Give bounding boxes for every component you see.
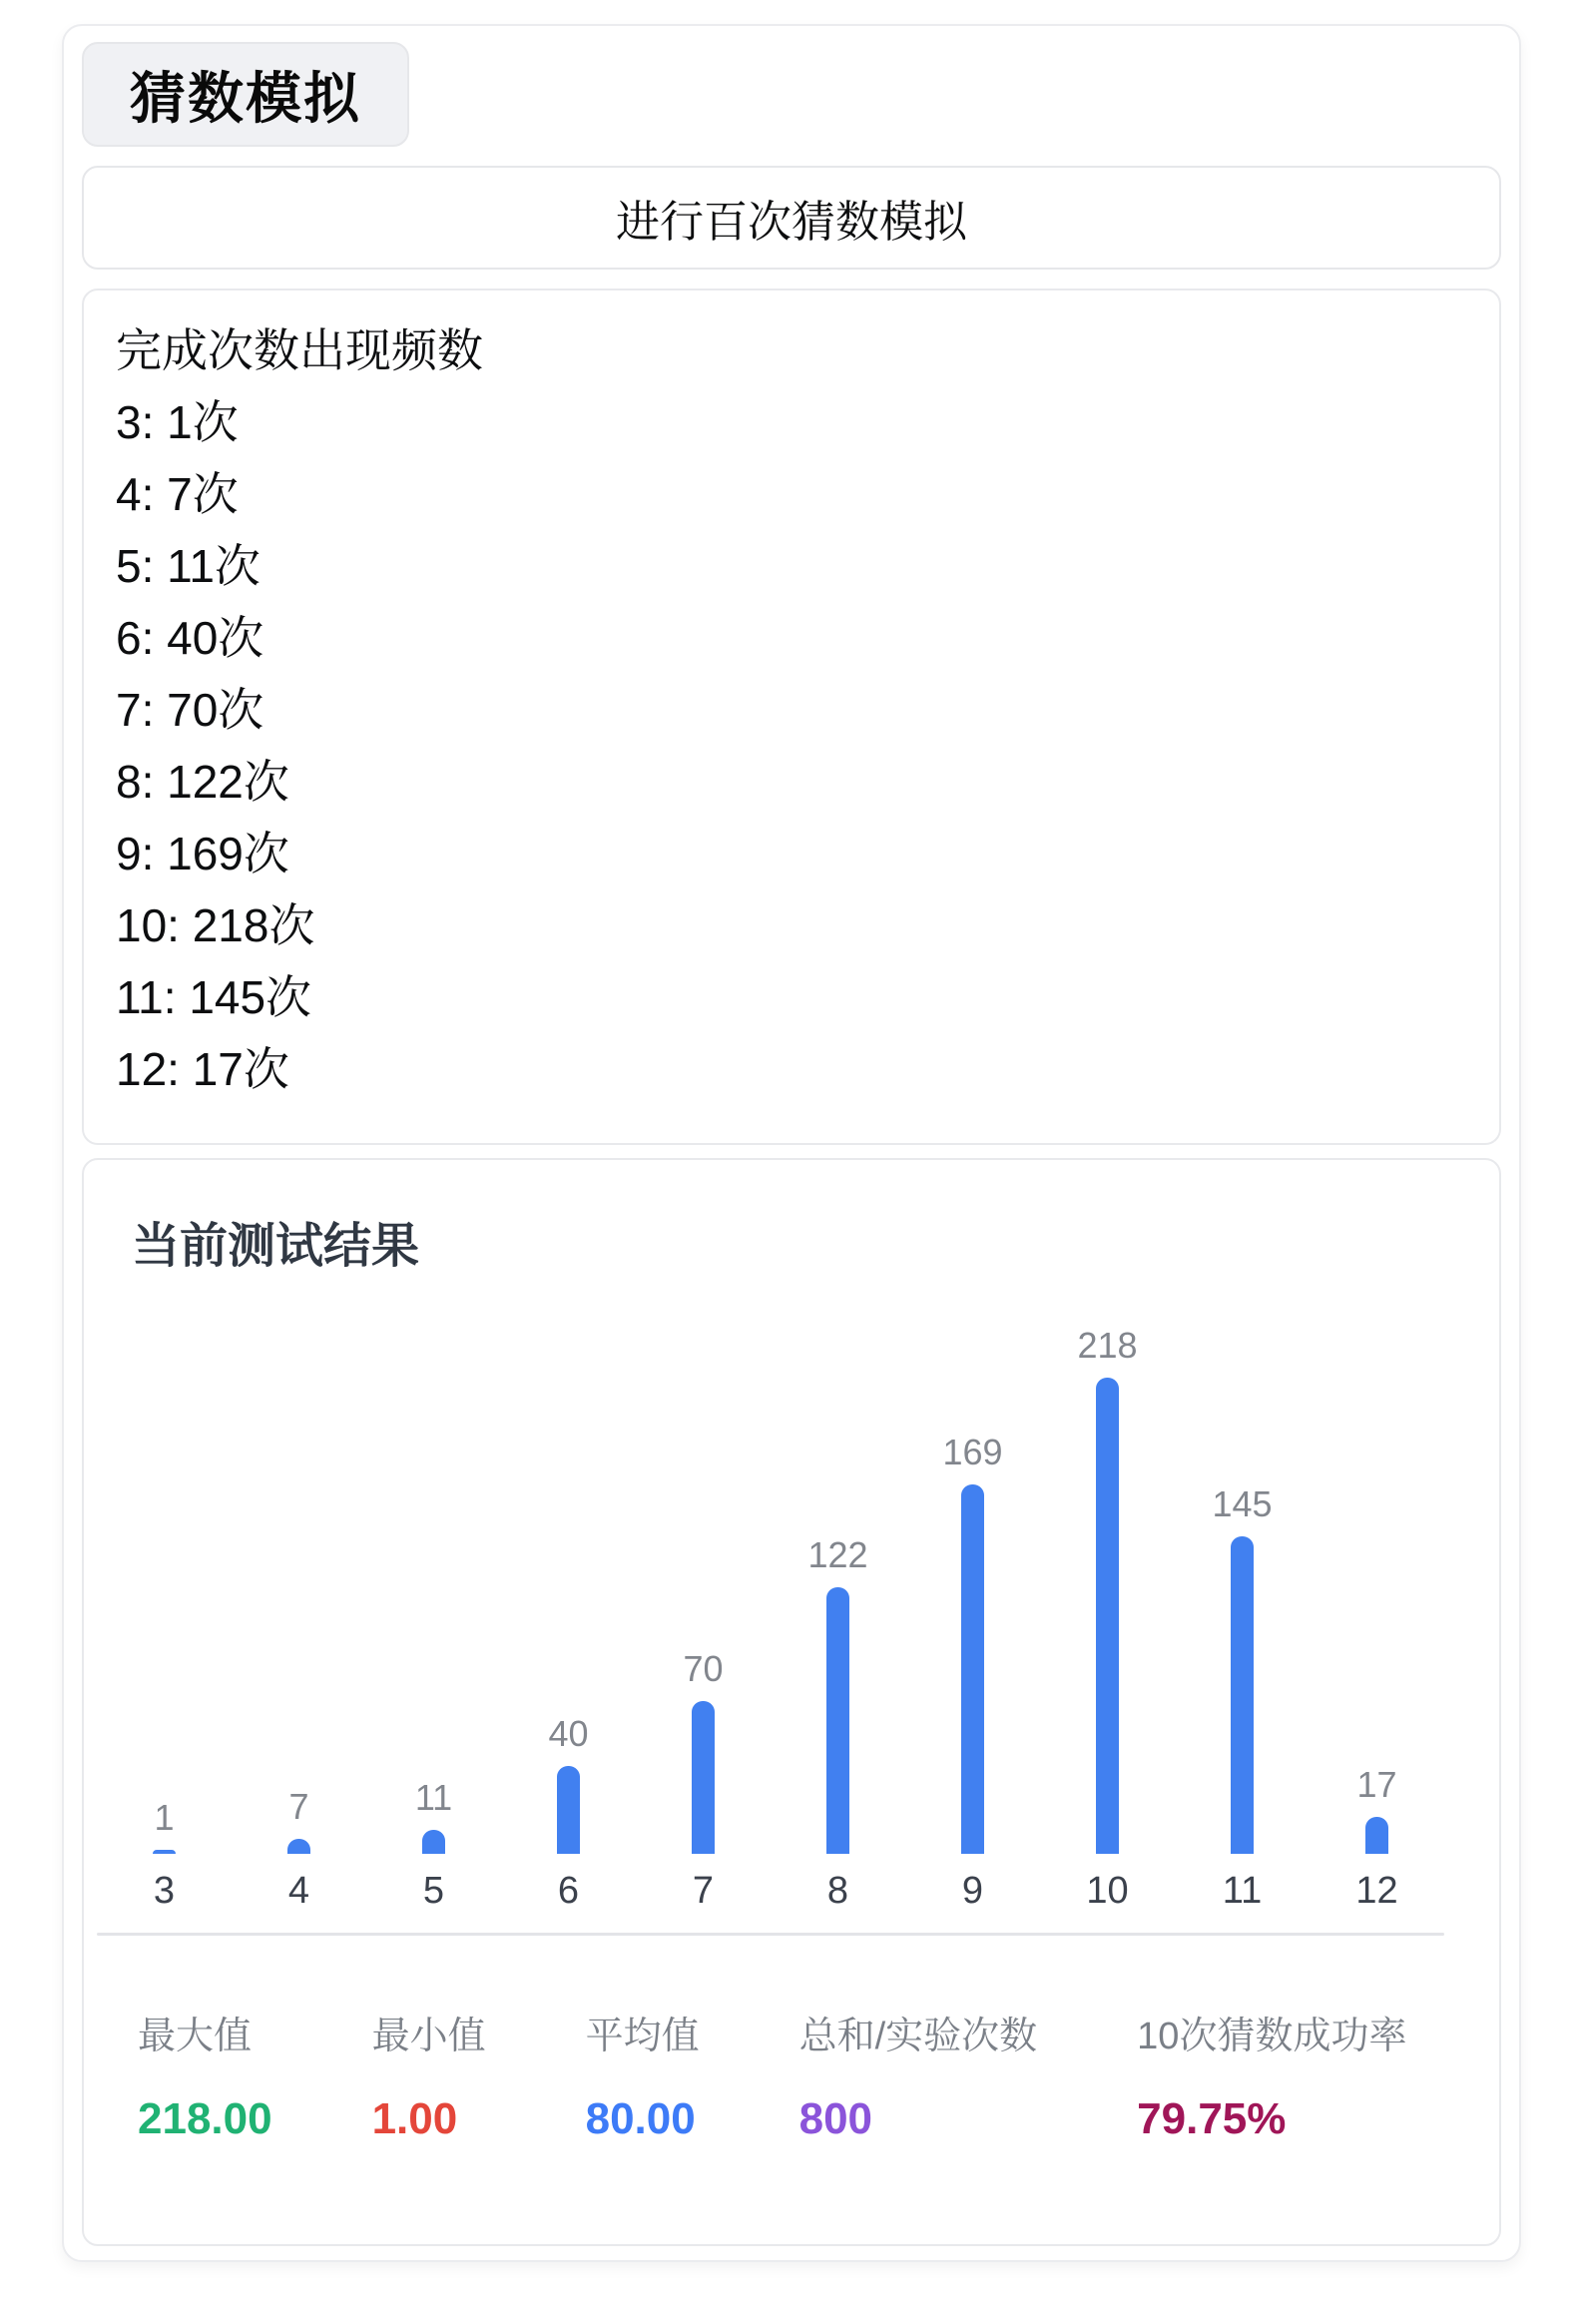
x-axis-label: 5 xyxy=(422,1870,445,1912)
app-title-badge xyxy=(82,42,409,147)
bar xyxy=(287,1839,310,1854)
frequency-item: 5: 11次 xyxy=(116,540,261,592)
bar-value-label: 218 xyxy=(1077,1325,1138,1366)
bar xyxy=(153,1850,176,1854)
bar-column xyxy=(1310,1765,1444,1854)
frequency-item: 8: 122次 xyxy=(116,756,289,808)
bar-column xyxy=(636,1649,771,1854)
frequency-item: 9: 169次 xyxy=(116,828,289,879)
stat-3 xyxy=(799,2014,1038,2145)
frequency-item: 6: 40次 xyxy=(116,612,264,664)
bar-value-label: 7 xyxy=(288,1786,309,1827)
bar-column xyxy=(1175,1484,1310,1854)
stat-1 xyxy=(372,2014,486,2145)
frequency-item: 12: 17次 xyxy=(116,1043,289,1095)
stat-value: 1.00 xyxy=(371,2094,458,2143)
stat-value: 218.00 xyxy=(138,2094,272,2143)
bar-column xyxy=(366,1778,501,1854)
main-card xyxy=(62,24,1521,2262)
frequency-item: 3: 1次 xyxy=(116,396,239,448)
x-axis-label: 4 xyxy=(287,1870,310,1912)
bar xyxy=(692,1701,715,1854)
x-axis-label: 7 xyxy=(692,1870,715,1912)
x-axis-labels xyxy=(97,1866,1444,1916)
bar-column xyxy=(232,1787,366,1854)
stat-label: 平均值 xyxy=(585,2016,700,2057)
bar xyxy=(1365,1817,1388,1854)
bar xyxy=(422,1830,445,1854)
results-panel xyxy=(82,1158,1501,2246)
run-simulation-button[interactable]: 进行百次猜数模拟 xyxy=(82,166,1501,270)
stat-label: 总和/实验次数 xyxy=(798,2016,1038,2057)
bar xyxy=(826,1587,849,1854)
bar-value-label: 145 xyxy=(1212,1483,1273,1524)
bar xyxy=(1096,1378,1119,1854)
bar-column xyxy=(905,1433,1040,1854)
bar-value-label: 11 xyxy=(414,1777,453,1818)
frequency-item: 7: 70次 xyxy=(116,684,264,736)
results-title: 当前测试结果 xyxy=(132,1220,420,1273)
bar-column xyxy=(97,1798,232,1854)
stat-label: 最大值 xyxy=(138,2016,253,2057)
stat-value: 800 xyxy=(798,2094,873,2143)
bar xyxy=(1231,1536,1254,1854)
bar xyxy=(961,1484,984,1854)
x-axis-label: 3 xyxy=(153,1870,176,1912)
bar-column xyxy=(501,1714,636,1854)
stat-4 xyxy=(1137,2014,1406,2145)
stat-value: 80.00 xyxy=(585,2094,696,2143)
stat-0 xyxy=(138,2014,272,2145)
stat-value: 79.75% xyxy=(1137,2094,1287,2143)
bar-value-label: 1 xyxy=(154,1797,175,1838)
x-axis-label: 6 xyxy=(557,1870,580,1912)
stat-label: 最小值 xyxy=(371,2016,486,2057)
frequency-item: 10: 218次 xyxy=(116,899,315,951)
x-axis-label: 10 xyxy=(1086,1870,1129,1912)
x-axis-label: 9 xyxy=(961,1870,984,1912)
frequency-panel xyxy=(82,289,1501,1145)
bar-value-label: 17 xyxy=(1356,1764,1397,1805)
frequency-heading: 完成次数出现频数 xyxy=(116,324,483,376)
x-axis-line xyxy=(97,1933,1444,1936)
bar xyxy=(557,1766,580,1854)
stat-label: 10次猜数成功率 xyxy=(1137,2016,1407,2057)
app-title: 猜数模拟 xyxy=(130,66,361,130)
bar-value-label: 122 xyxy=(807,1534,868,1575)
bar-column xyxy=(1040,1326,1175,1854)
x-axis-label: 12 xyxy=(1355,1870,1398,1912)
frequency-item: 11: 145次 xyxy=(116,971,312,1023)
stats-row xyxy=(138,2014,1499,2145)
stat-2 xyxy=(586,2014,700,2145)
bar-value-label: 40 xyxy=(548,1713,589,1754)
x-axis-label: 11 xyxy=(1222,1870,1263,1912)
frequency-list xyxy=(116,386,1463,1105)
bar-chart xyxy=(97,1278,1444,1854)
bar-column xyxy=(771,1535,905,1854)
bar-value-label: 169 xyxy=(942,1432,1003,1472)
frequency-item: 4: 7次 xyxy=(116,468,239,520)
bar-value-label: 70 xyxy=(683,1648,724,1689)
x-axis-label: 8 xyxy=(826,1870,849,1912)
